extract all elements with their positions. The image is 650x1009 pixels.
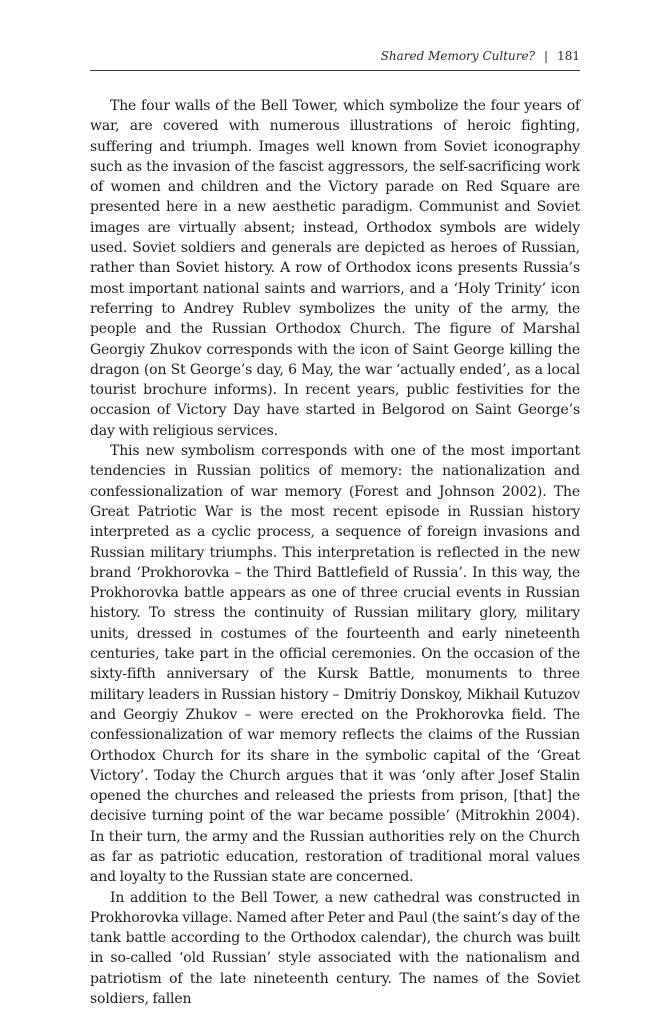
header-separator: | bbox=[544, 49, 549, 63]
paragraph: The four walls of the Bell Tower, which symbolize the four years of war, are covered with numerous illustrations of heroic fighting, suffering and triumph. Images well known from Soviet iconography such as the invasion of the fascist aggressors, the self-sacrificing work of women and children and the Victory parade on Red Square are presented here in a new aesthetic paradigm. Communist and Soviet images are virtually absent; instead, Orthodox symbols are widely used. Soviet soldiers and generals are depicted as heroes of Russian, rather than Soviet history. A row of Orthodox icons presents Russia’s most important national saints and warriors, and a ‘Holy Trinity’ icon referring to Andrey Rublev symbolizes the unity of the army, the people and the Russian Orthodox Church. The figure of Marshal Georgiy Zhukov corresponds with the icon of Saint George killing the dragon (on St George’s day, 6 May, the war ‘actually ended’, as a local tourist brochure informs). In recent years, public festivities for the occasion of Victory Day have started in Belgorod on Saint George’s day with religious services. bbox=[90, 98, 580, 439]
body-text bbox=[90, 96, 580, 1009]
header-rule bbox=[90, 70, 580, 71]
page-number: 181 bbox=[557, 49, 580, 63]
paragraph: In addition to the Bell Tower, a new cathedral was constructed in Prokhorovka village. Named after Peter and Paul (the saint’s day of the tank battle according to the Orthodox calendar), the church was built in so-called ‘old Russian’ style associated with the nationalism and patriotism of the late nineteenth century. The names of the Soviet soldiers, fallen bbox=[90, 889, 580, 1008]
running-header bbox=[90, 49, 580, 67]
paragraph: This new symbolism corresponds with one of the most important tendencies in Russian politics of memory: the nationalization and confessionalization of war memory (Forest and Johnson 2002). The Great Patriotic War is the most recent episode in Russian history interpreted as a cyclic process, a sequence of foreign invasions and Russian military triumphs. This interpretation is reflected in the new brand ‘Prokhorovka – the Third Battlefield of Russia’. In this way, the Prokhorovka battle appears as one of three crucial events in Russian history. To stress the continuity of Russian military glory, military units, dressed in costumes of the fourteenth and early nineteenth centuries, take part in the official ceremonies. On the occasion of the sixty-fifth anniversary of the Kursk Battle, monuments to three military leaders in Russian history – Dmitriy Donskoy, Mikhail Kutuzov and Georgiy Zhukov – were erected on the Prokhorovka field. The confessionalization of war memory reflects the claims of the Russian Orthodox Church for its share in the symbolic capital of the ‘Great Victory’. Today the Church argues that it was ‘only after Josef Stalin opened the churches and released the priests from prison, [that] the decisive turning point of the war became possible’ (Mitrokhin 2004). In their turn, the army and the Russian authorities rely on the Church as far as patriotic education, restoration of traditional moral values and loyalty to the Russian state are concerned. bbox=[90, 443, 580, 886]
running-title: Shared Memory Culture? bbox=[380, 49, 536, 63]
